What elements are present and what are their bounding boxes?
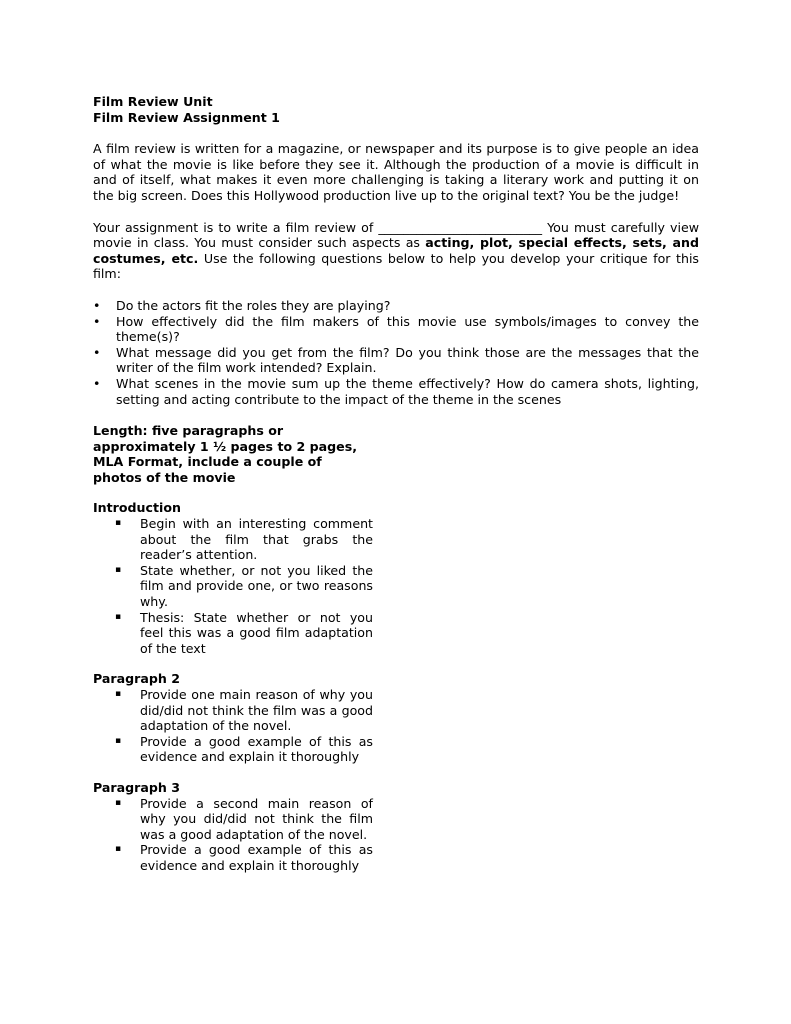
square-bullet-icon: ▪ <box>115 735 122 746</box>
unit-title: Film Review Unit <box>93 94 213 109</box>
square-bullet-icon: ▪ <box>115 844 122 855</box>
assignment-paragraph <box>93 220 699 282</box>
assignment-text-1: Your assignment is to write a film review of __________________________ You must carefully view movie in class. You must consider such aspects as <box>93 219 699 251</box>
assignment-aspects: acting, plot, special effects, sets, and costumes, etc. <box>93 235 699 266</box>
intro-paragraph: A film review is written for a magazine, or newspaper and its purpose is to give people an idea of what the movie is like before they see it. Although the production of a movie is difficult in and of itself, what makes it even more challenging is taking a literary work and putting it on the big screen. Does this Hollywood production live up to the original text? You be the judge! <box>93 141 699 203</box>
bullet-icon: • <box>93 344 101 360</box>
square-bullet-icon: ▪ <box>115 518 122 529</box>
introduction-list <box>93 516 373 656</box>
list-item <box>93 563 373 610</box>
document-page <box>93 94 699 874</box>
list-item <box>93 610 373 657</box>
paragraph-2-list <box>93 687 373 765</box>
bullet-icon: • <box>93 297 101 313</box>
list-item <box>93 376 699 407</box>
bullet-icon: • <box>93 313 101 329</box>
bullet-icon: • <box>93 375 101 391</box>
section-heading-paragraph-2: Paragraph 2 <box>93 671 180 687</box>
list-item <box>93 314 699 345</box>
item-text: Provide a good example of this as evidence and explain it thoroughly <box>140 842 373 873</box>
square-bullet-icon: ▪ <box>115 611 122 622</box>
list-item <box>93 842 373 873</box>
assignment-text-2: Use the following questions below to help you develop your critique for this film: <box>93 250 699 282</box>
question-text: Do the actors fit the roles they are playing? <box>116 297 391 313</box>
list-item <box>93 298 699 314</box>
question-text: How effectively did the film makers of this movie use symbols/images to convey the theme(s)? <box>116 313 699 345</box>
question-text: What message did you get from the film? Do you think those are the messages that the writer of the film work intended? Explain. <box>116 344 699 376</box>
questions-list <box>93 298 699 407</box>
outline-column <box>93 423 373 873</box>
paragraph-3-list <box>93 796 373 874</box>
list-item <box>93 345 699 376</box>
question-text: What scenes in the movie sum up the theme effectively? How do camera shots, lighting, setting and acting contribute to the impact of the theme in the scenes <box>116 375 699 407</box>
section-heading-paragraph-3: Paragraph 3 <box>93 779 180 795</box>
item-text: Thesis: State whether or not you feel this was a good film adaptation of the text <box>140 609 373 656</box>
square-bullet-icon: ▪ <box>115 797 122 808</box>
length-note: Length: five paragraphs or approximately 1 ½ pages to 2 pages, MLA Format, include a couple of photos of the movie <box>93 423 357 485</box>
item-text: Provide one main reason of why you did/did not think the film was a good adaptation of the novel. <box>140 687 373 734</box>
item-text: State whether, or not you liked the film and provide one, or two reasons why. <box>140 562 373 610</box>
assignment-title: Film Review Assignment 1 <box>93 109 280 125</box>
list-item <box>93 516 373 563</box>
document-heading <box>93 94 699 125</box>
square-bullet-icon: ▪ <box>115 689 122 699</box>
section-heading-introduction: Introduction <box>93 500 181 516</box>
list-item <box>93 734 373 765</box>
item-text: Begin with an interesting comment about the film that grabs the reader’s attention. <box>140 516 373 563</box>
list-item <box>93 796 373 843</box>
item-text: Provide a second main reason of why you did/did not think the film was a good adaptation of the novel. <box>140 795 373 842</box>
item-text: Provide a good example of this as evidence and explain it thoroughly <box>140 733 373 765</box>
square-bullet-icon: ▪ <box>115 564 122 575</box>
list-item <box>93 687 373 734</box>
